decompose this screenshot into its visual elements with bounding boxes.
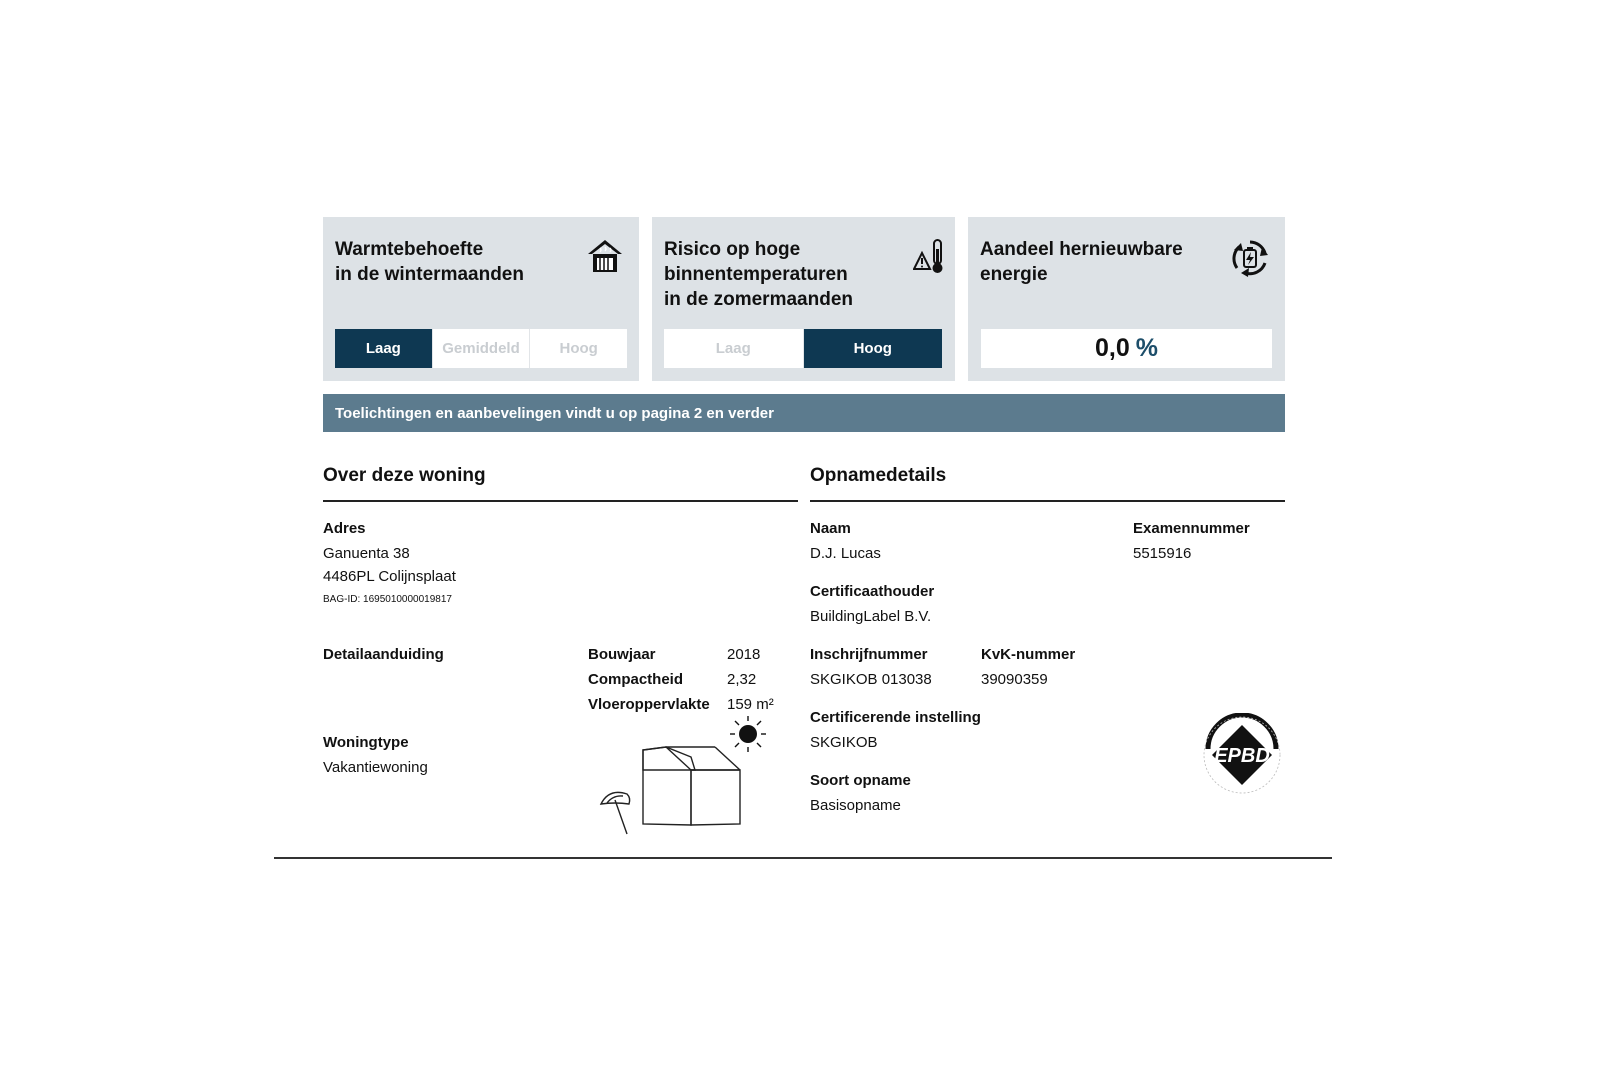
hernieuwbaar-value: 0,0 xyxy=(1095,334,1130,362)
naam-value: D.J. Lucas xyxy=(810,545,881,562)
house-heating-icon xyxy=(586,237,624,280)
bag-id: BAG-ID: 1695010000019817 xyxy=(323,594,452,605)
hernieuwbaar-unit: % xyxy=(1135,334,1158,362)
inschrijfnummer-label: Inschrijfnummer xyxy=(810,646,928,663)
bottom-divider xyxy=(274,857,1332,859)
hernieuwbaar-card xyxy=(968,217,1285,381)
woningtype-label: Woningtype xyxy=(323,734,409,751)
bouwjaar-label: Bouwjaar xyxy=(588,646,656,663)
opname-section-title: Opnamedetails xyxy=(810,465,947,486)
risico-title: Risico op hoge binnentemperaturen in de zomermaanden xyxy=(664,239,853,310)
toelichting-banner: Toelichtingen en aanbevelingen vindt u op pagina 2 en verder xyxy=(323,394,1285,432)
risico-option-laag: Laag xyxy=(664,329,804,368)
adres-line2: 4486PL Colijnsplaat xyxy=(323,568,456,585)
hernieuwbaar-title: Aandeel hernieuwbare energie xyxy=(980,239,1183,285)
compactheid-value: 2,32 xyxy=(727,671,757,688)
kvk-nummer-label: KvK-nummer xyxy=(981,646,1076,663)
kvk-nummer-value: 39090359 xyxy=(981,671,1048,688)
adres-line1: Ganuenta 38 xyxy=(323,545,410,562)
compactheid-label: Compactheid xyxy=(588,671,684,688)
risico-card xyxy=(652,217,955,381)
risico-scale xyxy=(664,329,942,368)
woningtype-value: Vakantiewoning xyxy=(323,759,428,776)
bouwjaar-value: 2018 xyxy=(727,646,761,663)
warmtebehoefte-title: Warmtebehoefte in de wintermaanden xyxy=(335,239,524,285)
inschrijfnummer-value: SKGIKOB 013038 xyxy=(810,671,932,688)
soort-opname-value: Basisopname xyxy=(810,797,901,814)
certificaathouder-value: BuildingLabel B.V. xyxy=(810,608,932,625)
risico-option-hoog: Hoog xyxy=(804,329,943,368)
examennummer-value: 5515916 xyxy=(1133,545,1192,562)
certificerende-instelling-label: Certificerende instelling xyxy=(810,709,981,726)
detailaanduiding-label: Detailaanduiding xyxy=(323,646,444,663)
opname-section-divider xyxy=(810,500,1285,502)
hernieuwbaar-value-box xyxy=(981,329,1272,368)
sun-icon xyxy=(730,716,766,752)
soort-opname-label: Soort opname xyxy=(810,772,911,789)
warmte-option-hoog: Hoog xyxy=(530,329,627,368)
warmte-option-laag: Laag xyxy=(335,329,433,368)
epbd-logo-text: EPBD xyxy=(1214,745,1270,767)
house-icon xyxy=(643,747,740,825)
certificaathouder-label: Certificaathouder xyxy=(810,583,935,600)
thermometer-warning-icon xyxy=(913,237,947,282)
epbd-logo xyxy=(1200,713,1284,797)
woning-section-divider xyxy=(323,500,798,502)
renewable-energy-icon xyxy=(1229,237,1271,284)
warmtebehoefte-card xyxy=(323,217,639,381)
adres-label: Adres xyxy=(323,520,366,537)
warmtebehoefte-scale xyxy=(335,329,627,368)
vloeroppervlakte-value: 159 m² xyxy=(727,696,774,713)
vacation-house-illustration xyxy=(595,712,780,837)
warmte-option-gemiddeld: Gemiddeld xyxy=(433,329,531,368)
examennummer-label: Examennummer xyxy=(1133,520,1250,537)
woning-section-title: Over deze woning xyxy=(323,465,486,486)
beach-umbrella-icon xyxy=(601,792,630,834)
certificerende-instelling-value: SKGIKOB xyxy=(810,734,878,751)
vloeroppervlakte-label: Vloeroppervlakte xyxy=(588,696,710,713)
naam-label: Naam xyxy=(810,520,851,537)
